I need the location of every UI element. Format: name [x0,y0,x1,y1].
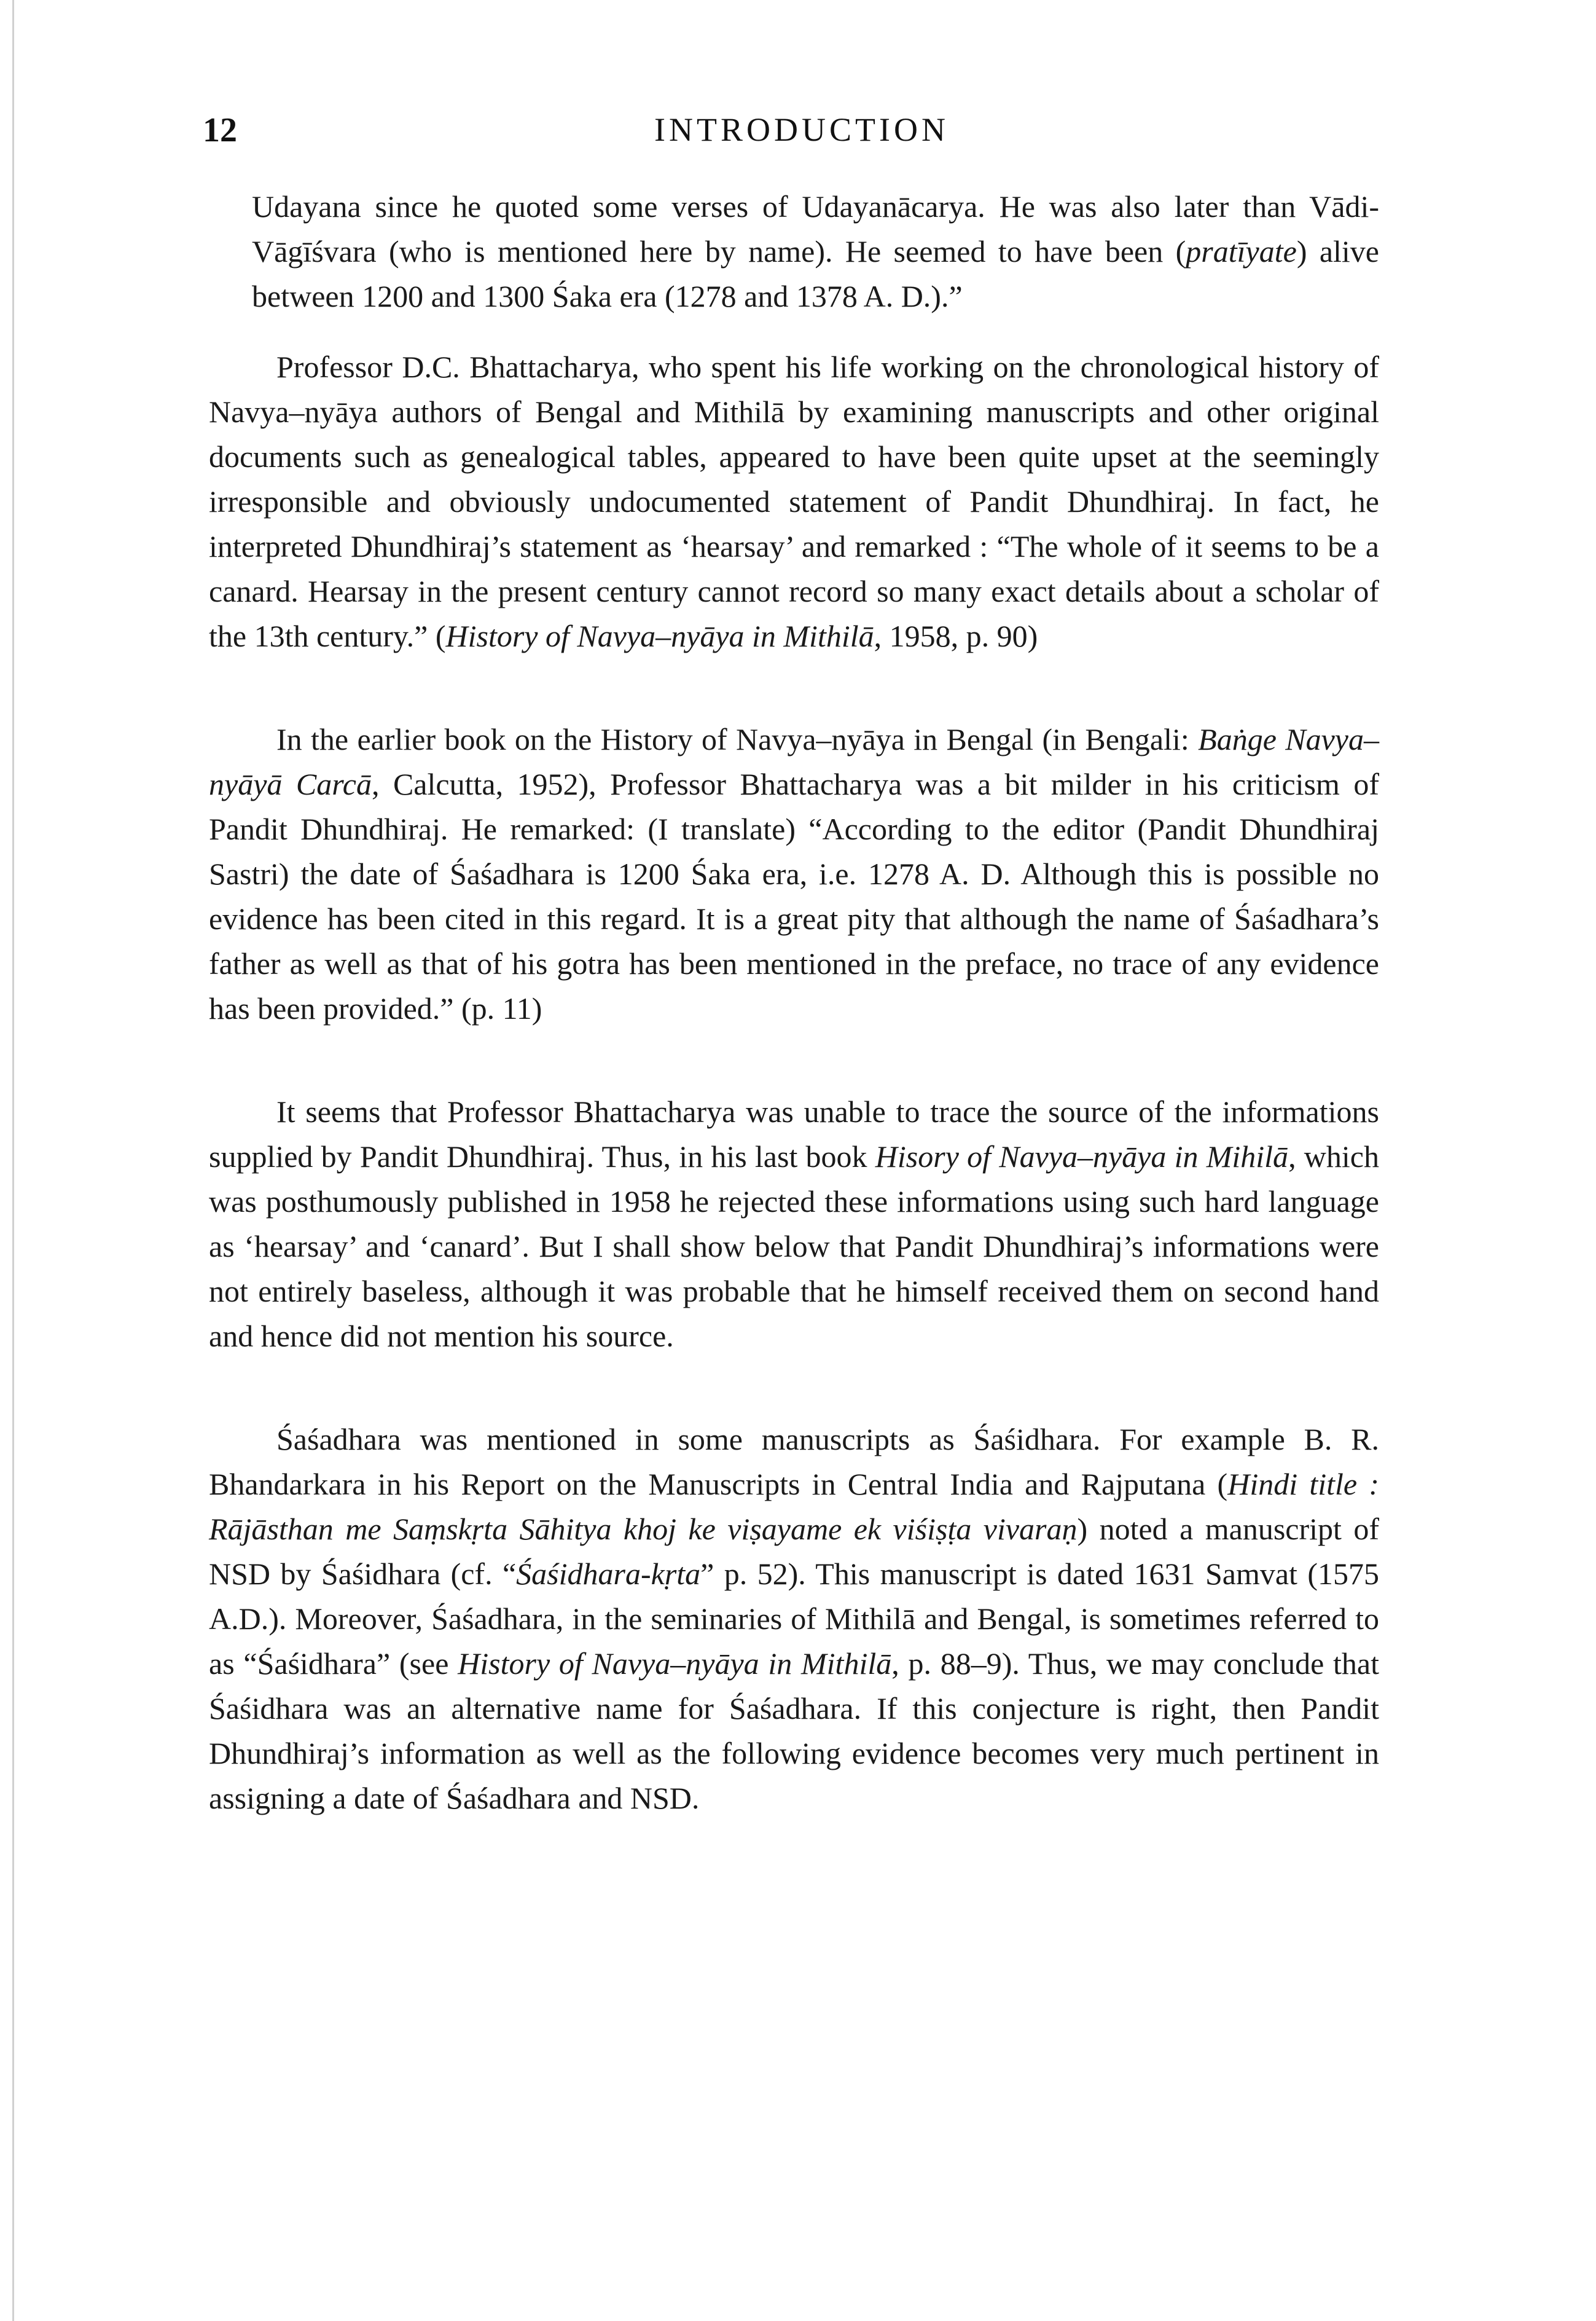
body-text [209,184,1379,1821]
paragraph-quote-continuation [209,184,1379,319]
page-edge-shadow [12,0,14,2321]
paragraph-earlier-book [209,717,1379,1031]
text-segment: , Calcutta, 1952), Professor Bhattacharya was a bit milder in his criticism of Pandit Dhundhiraj. He remarked: (I translate) “According to the editor (Pandit Dhundhiraj Sastri) the date of Śaśadhara is 1200 Śaka era, i.e. 1278 A. D. Although this is possible no evidence has been cited in this regard. It is a great pity that although the name of Śaśadhara’s father as well as that of his gotra has been mentioned in the preface, no trace of any evidence has been provided.” (p. 11) [209,767,1379,1026]
text-segment: Udayana since he quoted some verses of Udayanācarya. He was also later than Vādi-Vāgīśvara (who is mentioned here by name). He seemed to have been ( [252,189,1379,269]
text-segment: ) noted a manuscript of NSD by Śaśidhara (cf. “ [209,1512,1380,1591]
paragraph-source-trace [209,1090,1379,1359]
running-title: INTRODUCTION [654,111,949,148]
text-segment: It seems that Professor Bhattacharya was unable to trace the source of the informations supplied by Pandit Dhundhiraj. Thus, in his last book [209,1094,1379,1174]
page-number: 12 [203,111,237,149]
italic-text-segment: Śaśidhara-kṛta [516,1557,701,1591]
text-segment: , which was posthumously published in 1958 he rejected these informations using such hard language as ‘hearsay’ and ‘canard’. But I shall show below that Pandit Dhundhiraj’s informations were not entirely baseless, although it was probable that he himself received them on second hand and hence did not mention his source. [209,1139,1379,1353]
text-segment: In the earlier book on the History of Navya–nyāya in Bengal (in Bengali: [276,722,1199,756]
text-segment: Śaśadhara was mentioned in some manuscripts as Śaśidhara. For example B. R. Bhandarkara in his Report on the Manuscripts in Central India and Rajputana ( [209,1422,1379,1501]
text-segment: ) alive between 1200 and 1300 Śaka era (1278 and 1378 A. D.).” [252,234,1379,313]
italic-text-segment: pratīyate [1186,234,1297,269]
italic-text-segment: Hindi title : Rājāsthan me Saṃskṛta Sāhitya khoj ke viṣayame ek viśiṣṭa vivaraṇ [209,1467,1379,1546]
italic-text-segment: Baṅge Navya–nyāyā Carcā [209,722,1380,801]
italic-text-segment: History of Navya–nyāya in Mithilā [445,619,874,653]
italic-text-segment: History of Navya–nyāya in Mithilā [458,1646,892,1681]
paragraph-sasidhara [209,1417,1379,1821]
text-segment: Professor D.C. Bhattacharya, who spent his life working on the chronological history of Navya–nyāya authors of Bengal and Mithilā by examining manuscripts and other original documents such as genealogical tables, appeared to have been quite upset at the seemingly irresponsible and obviously undocumented statement of Pandit Dhundhiraj. In fact, he interpreted Dhundhiraj’s statement as ‘hearsay’ and remarked : “The whole of it seems to be a canard. Hearsay in the present century cannot record so many exact details about a scholar of the 13th century.” ( [209,350,1379,653]
italic-text-segment: Hisory of Navya–nyāya in Mihilā [875,1139,1289,1174]
text-segment: , p. 88–9). Thus, we may conclude that Śaśidhara was an alternative name for Śaśadhara. If this conjecture is right, then Pandit Dhundhiraj’s information as well as the following evidence becomes very much pertinent in assigning a date of Śaśadhara and NSD. [209,1646,1379,1815]
page-header [203,98,1401,172]
text-segment: ” p. 52). This manuscript is dated 1631 Samvat (1575 A.D.). Moreover, Śaśadhara, in the seminaries of Mithilā and Bengal, is sometimes referred to as “Śaśidhara” (see [209,1557,1379,1681]
paragraph-bhattacharya-critique [209,345,1379,659]
text-segment: , 1958, p. 90) [874,619,1038,653]
